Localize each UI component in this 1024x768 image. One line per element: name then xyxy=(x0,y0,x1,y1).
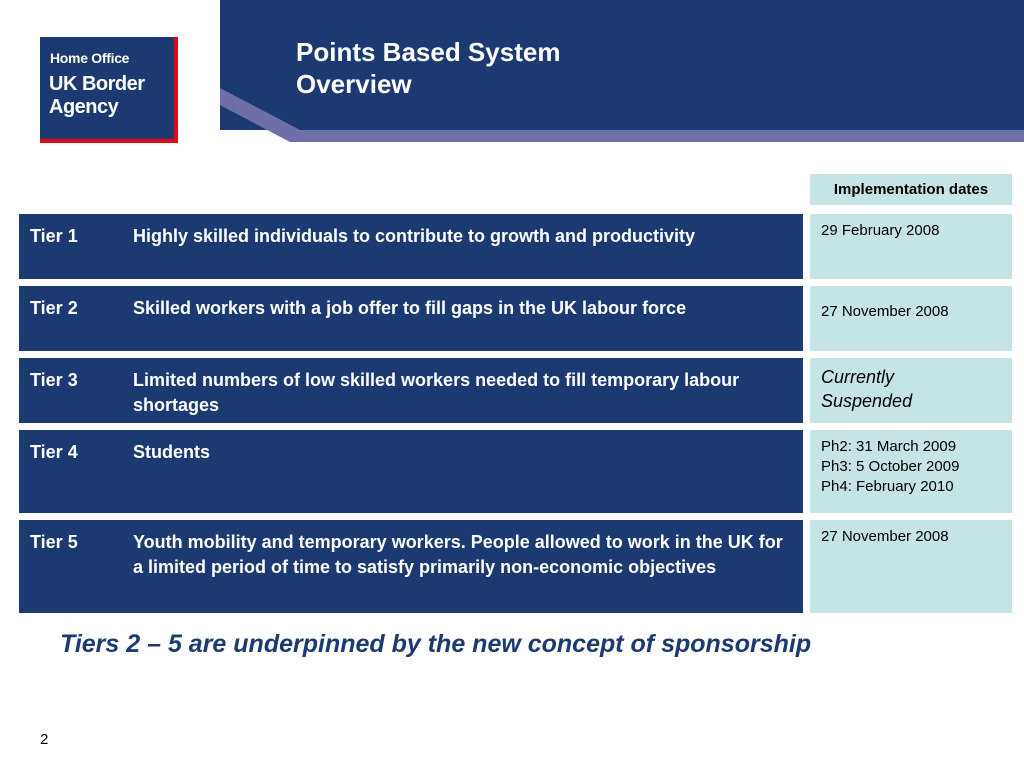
tier-label: Tier 2 xyxy=(30,298,78,318)
title-line-1: Points Based System xyxy=(296,37,561,67)
tier-description: Highly skilled individuals to contribute to growth and productivity xyxy=(133,226,696,246)
tier-description: Skilled workers with a job offer to fill gaps in the UK labour force xyxy=(133,298,687,318)
date-text: 27 November 2008 xyxy=(821,303,949,320)
title-line-2: Overview xyxy=(296,69,412,99)
tier-row-3 xyxy=(19,358,803,423)
logo-line-uk-border: UK Border xyxy=(49,73,145,95)
logo-agency-name xyxy=(49,73,145,119)
tier-row-2 xyxy=(19,286,803,351)
date-text: 29 February 2008 xyxy=(821,222,940,239)
tier-3-date xyxy=(810,358,1012,423)
logo-line-agency: Agency xyxy=(49,96,119,118)
tier-description: Students xyxy=(133,442,211,462)
tier-row-5 xyxy=(19,520,803,613)
tier-2-date xyxy=(810,286,1012,351)
tier-label: Tier 4 xyxy=(30,442,78,462)
date-line: Currently xyxy=(821,367,895,387)
date-line: Ph4: February 2010 xyxy=(821,478,954,495)
implementation-dates-header: Implementation dates xyxy=(810,174,1012,205)
tier-row-1 xyxy=(19,214,803,279)
tier-4-date xyxy=(810,430,1012,513)
tier-1-date xyxy=(810,214,1012,279)
tier-label: Tier 5 xyxy=(30,532,78,552)
date-text: 27 November 2008 xyxy=(821,528,949,545)
tier-description: Youth mobility and temporary workers. People allowed to work in the UK for a limited period of time to satisfy primarily non-economic objectives xyxy=(133,532,783,577)
page-number: 2 xyxy=(40,731,49,748)
sponsorship-note: Tiers 2 – 5 are underpinned by the new concept of sponsorship xyxy=(60,630,812,658)
tier-label: Tier 1 xyxy=(30,226,78,246)
tier-5-date xyxy=(810,520,1012,613)
tier-label: Tier 3 xyxy=(30,370,78,390)
page-title xyxy=(296,36,560,100)
uk-border-agency-logo xyxy=(40,37,178,143)
tier-description: Limited numbers of low skilled workers needed to fill temporary labour shortages xyxy=(133,370,740,415)
date-line: Ph2: 31 March 2009 xyxy=(821,438,957,455)
logo-home-office: Home Office xyxy=(50,50,130,66)
tier-row-4 xyxy=(19,430,803,513)
date-line: Ph3: 5 October 2009 xyxy=(821,458,960,475)
date-line: Suspended xyxy=(821,391,913,411)
